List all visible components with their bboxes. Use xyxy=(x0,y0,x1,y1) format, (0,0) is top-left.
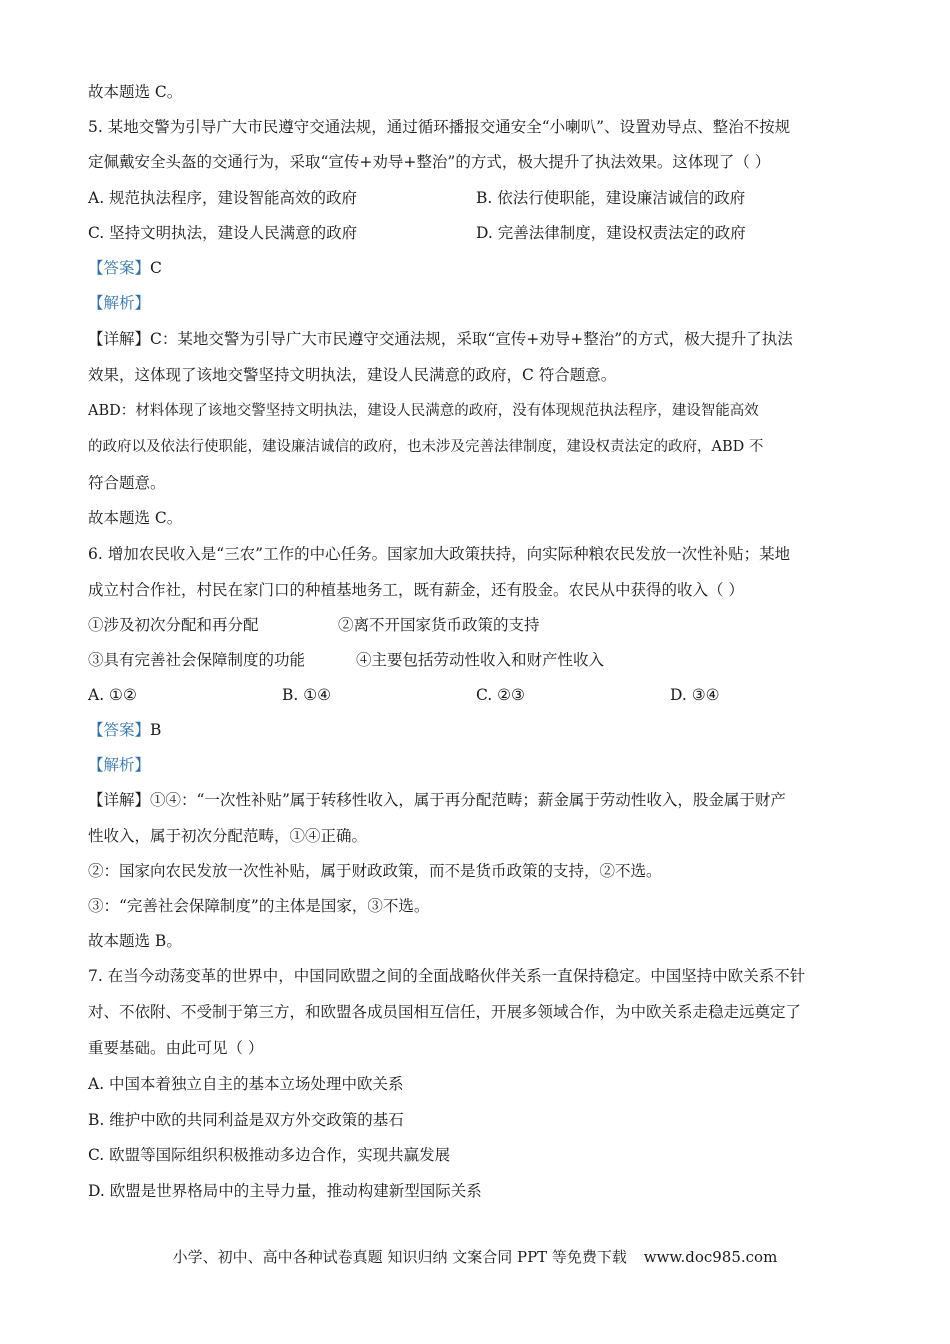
q7-stem-line1: 7. 在当今动荡变革的世界中，中国同欧盟之间的全面战略伙伴关系一直保持稳定。中国坚持中欧关系不针 xyxy=(88,967,806,985)
q5-option-b: B. 依法行使职能，建设廉洁诚信的政府 xyxy=(476,189,746,207)
detail-label: 【详解】 xyxy=(88,791,151,809)
q6-statement-1: ①涉及初次分配和再分配 xyxy=(88,616,259,634)
q6-analysis-label: 【解析】 xyxy=(88,756,151,774)
q6-answer xyxy=(88,720,161,740)
detail-label: 【详解】 xyxy=(88,330,151,348)
q7-option-d: D. 欧盟是世界格局中的主导力量，推动构建新型国际关系 xyxy=(88,1182,482,1200)
q5-stem-line1: 5. 某地交警为引导广大市民遵守交通法规，通过循环播报交通安全“小喇叭”、设置劝导点、整治不按规 xyxy=(88,118,791,136)
q7-option-c: C. 欧盟等国际组织积极推动多边合作，实现共赢发展 xyxy=(88,1146,451,1164)
q6-detail-line3: ②：国家向农民发放一次性补贴，属于财政政策，而不是货币政策的支持，②不选。 xyxy=(88,862,662,880)
answer-value: C xyxy=(150,259,162,277)
q5-conclusion: 故本题选 C。 xyxy=(88,509,183,527)
q6-statement-4: ④主要包括劳动性收入和财产性收入 xyxy=(356,651,605,669)
footer-site-link[interactable]: www.doc985.com xyxy=(643,1248,778,1266)
q7-stem-line3: 重要基础。由此可见（ ） xyxy=(88,1039,264,1057)
q6-detail-line4: ③：“完善社会保障制度”的主体是国家，③不选。 xyxy=(88,897,430,915)
q5-detail-line2: 效果，这体现了该地交警坚持文明执法，建设人民满意的政府，C 符合题意。 xyxy=(88,366,617,384)
answer-label: 【答案】 xyxy=(88,721,151,739)
q6-conclusion: 故本题选 B。 xyxy=(88,932,182,950)
q7-option-b: B. 维护中欧的共同利益是双方外交政策的基石 xyxy=(88,1111,404,1129)
q5-option-a: A. 规范执法程序，建设智能高效的政府 xyxy=(88,189,358,207)
q7-stem-line2: 对、不依附、不受制于第三方，和欧盟各成员国相互信任，开展多领域合作，为中欧关系走稳走远奠定了 xyxy=(88,1003,802,1021)
answer-label: 【答案】 xyxy=(88,259,151,277)
q6-statement-2: ②离不开国家货币政策的支持 xyxy=(338,616,540,634)
q5-option-d: D. 完善法律制度，建设权责法定的政府 xyxy=(476,224,746,242)
q6-option-c: C. ②③ xyxy=(476,686,525,704)
q6-option-d: D. ③④ xyxy=(670,686,720,704)
q6-stem-line1: 6. 增加农民收入是“三农”工作的中心任务。国家加大政策扶持，向实际种粮农民发放一次性补贴；某地 xyxy=(88,545,791,563)
q5-detail-line5: 符合题意。 xyxy=(88,474,166,492)
q6-stem-line2: 成立村合作社，村民在家门口的种植基地务工，既有薪金，还有股金。农民从中获得的收入（ ） xyxy=(88,581,744,599)
q6-option-a: A. ①② xyxy=(88,686,137,704)
q4-conclusion: 故本题选 C。 xyxy=(88,83,183,101)
q6-detail-line2: 性收入，属于初次分配范畴，①④正确。 xyxy=(88,827,368,845)
q5-analysis-label: 【解析】 xyxy=(88,294,151,312)
q6-statement-3: ③具有完善社会保障制度的功能 xyxy=(88,651,306,669)
page-footer xyxy=(0,1246,950,1267)
q7-option-a: A. 中国本着独立自主的基本立场处理中欧关系 xyxy=(88,1075,404,1093)
q6-option-b: B. ①④ xyxy=(282,686,332,704)
q6-detail-line1: 【详解】①④：“一次性补贴”属于转移性收入，属于再分配范畴；薪金属于劳动性收入，股金属于财产 xyxy=(88,791,786,809)
q5-detail-line3: ABD：材料体现了该地交警坚持文明执法，建设人民满意的政府，没有体现规范执法程序，建设智能高效 xyxy=(88,403,759,419)
q5-detail-line4: 的政府以及依法行使职能，建设廉洁诚信的政府，也未涉及完善法律制度，建设权责法定的政府，ABD 不 xyxy=(88,439,764,455)
q5-stem-line2: 定佩戴安全头盔的交通行为，采取“宣传+劝导+整治”的方式，极大提升了执法效果。这体现了（ ） xyxy=(88,153,771,171)
answer-value: B xyxy=(150,721,162,739)
q5-option-c: C. 坚持文明执法，建设人民满意的政府 xyxy=(88,224,358,242)
q5-detail-line1: 【详解】C：某地交警为引导广大市民遵守交通法规，采取“宣传+劝导+整治”的方式，极大提升了执法 xyxy=(88,330,793,348)
footer-text: 小学、初中、高中各种试卷真题 知识归纳 文案合同 PPT 等免费下载 xyxy=(172,1248,627,1266)
q5-answer xyxy=(88,258,162,278)
